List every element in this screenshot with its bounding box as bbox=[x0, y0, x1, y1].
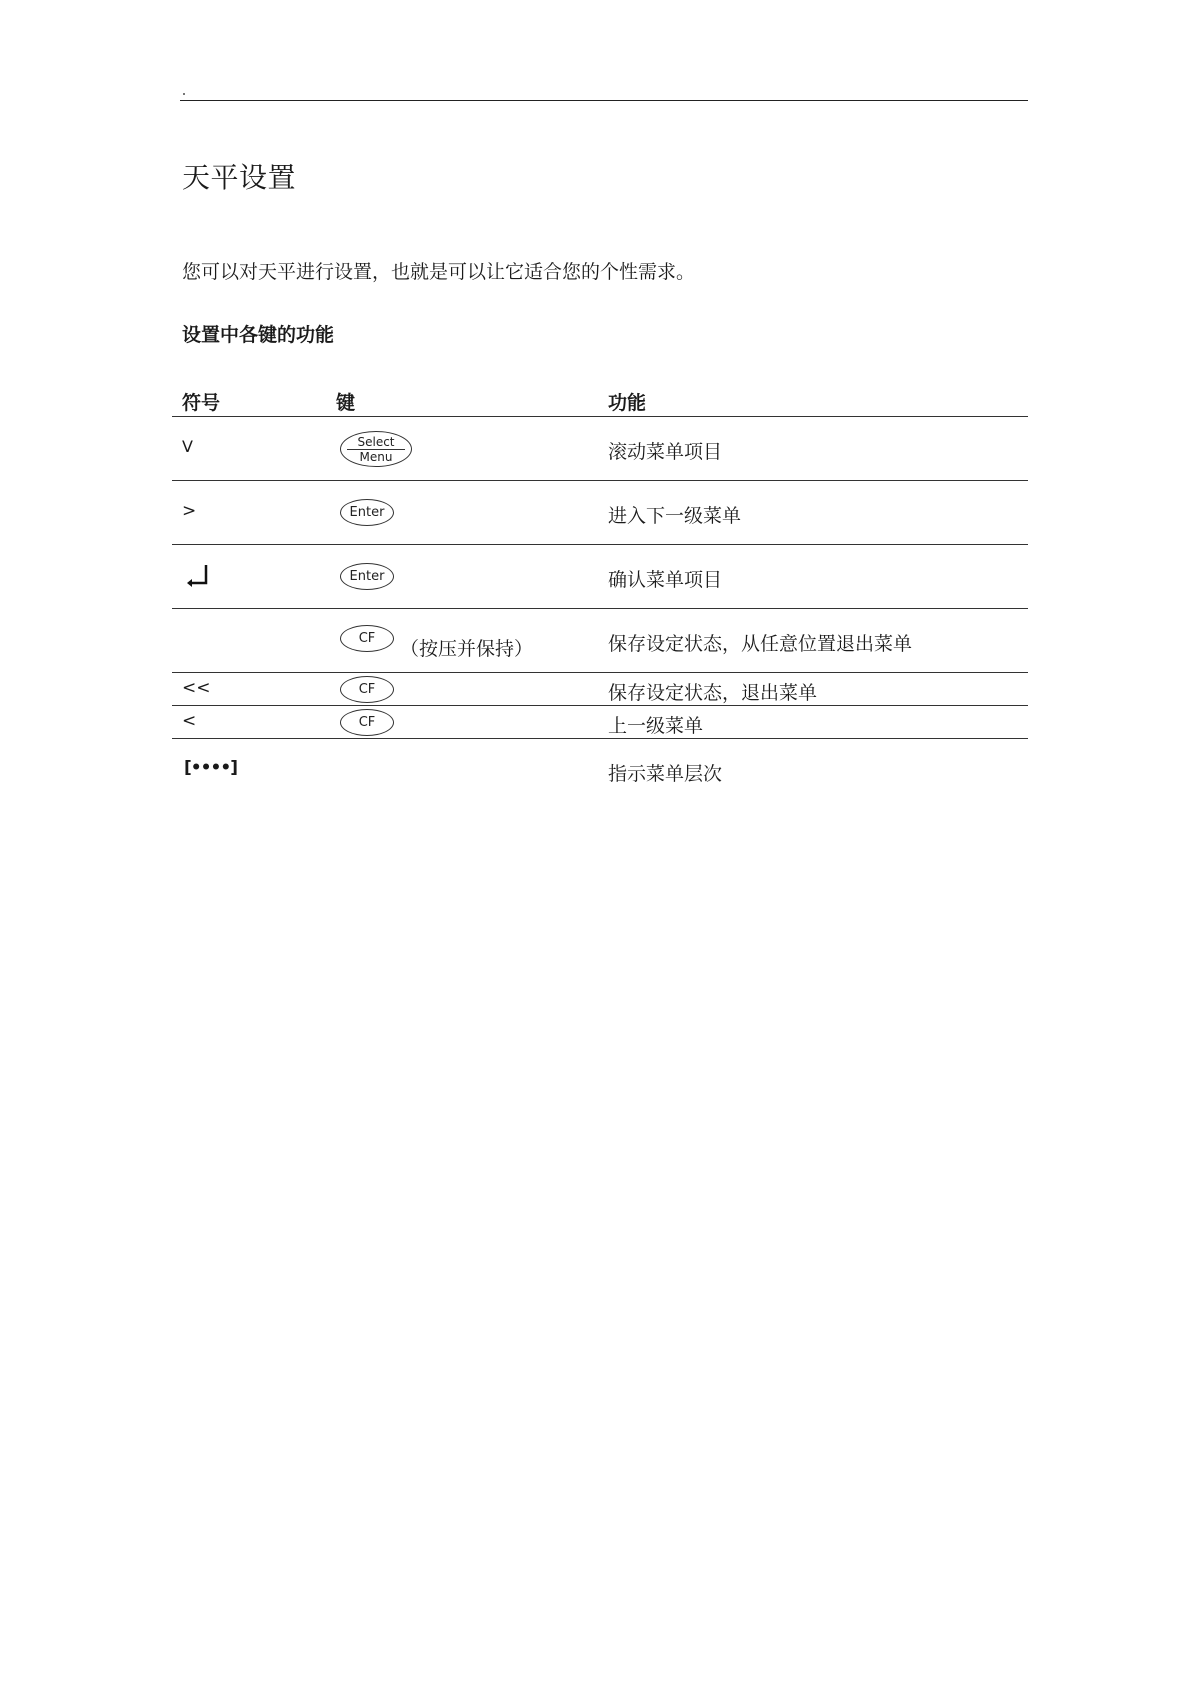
function-cell: 保存设定状态，退出菜单 bbox=[608, 682, 818, 704]
table-row bbox=[172, 672, 1028, 706]
header-symbol: 符号 bbox=[182, 392, 221, 414]
enter-key: Enter bbox=[340, 499, 394, 526]
table-row bbox=[172, 480, 1028, 545]
enter-arrow-icon bbox=[184, 563, 210, 589]
table-row bbox=[172, 416, 1028, 481]
cf-key: CF bbox=[340, 625, 394, 652]
table-row bbox=[172, 738, 1028, 803]
function-cell: 滚动菜单项目 bbox=[608, 441, 723, 463]
function-cell: 进入下一级菜单 bbox=[608, 505, 742, 527]
function-cell: 指示菜单层次 bbox=[608, 763, 723, 785]
function-cell: 保存设定状态，从任意位置退出菜单 bbox=[608, 633, 913, 655]
table-row bbox=[172, 705, 1028, 739]
section-heading: 设置中各键的功能 bbox=[182, 324, 335, 346]
page-title: 天平设置 bbox=[182, 161, 297, 194]
key-note: （按压并保持） bbox=[400, 638, 534, 660]
symbol-cell: > bbox=[182, 501, 197, 521]
symbol-cell: < bbox=[182, 711, 197, 731]
header-rule bbox=[180, 100, 1028, 101]
cf-key: CF bbox=[340, 676, 394, 703]
menu-level-indicator: [••••] bbox=[184, 758, 238, 778]
function-cell: 上一级菜单 bbox=[608, 715, 704, 737]
enter-key: Enter bbox=[340, 563, 394, 590]
function-cell: 确认菜单项目 bbox=[608, 569, 723, 591]
header-key: 键 bbox=[336, 392, 356, 414]
symbol-cell: << bbox=[182, 678, 211, 698]
table-row bbox=[172, 544, 1028, 609]
select-menu-key bbox=[340, 431, 412, 467]
intro-paragraph: 您可以对天平进行设置，也就是可以让它适合您的个性需求。 bbox=[182, 261, 696, 283]
key-label-top: Select bbox=[357, 434, 395, 449]
header-dot bbox=[183, 93, 185, 95]
header-function: 功能 bbox=[608, 392, 647, 414]
key-label-bottom: Menu bbox=[359, 449, 393, 464]
symbol-cell: V bbox=[182, 437, 193, 456]
cf-key: CF bbox=[340, 709, 394, 736]
table-row bbox=[172, 608, 1028, 673]
